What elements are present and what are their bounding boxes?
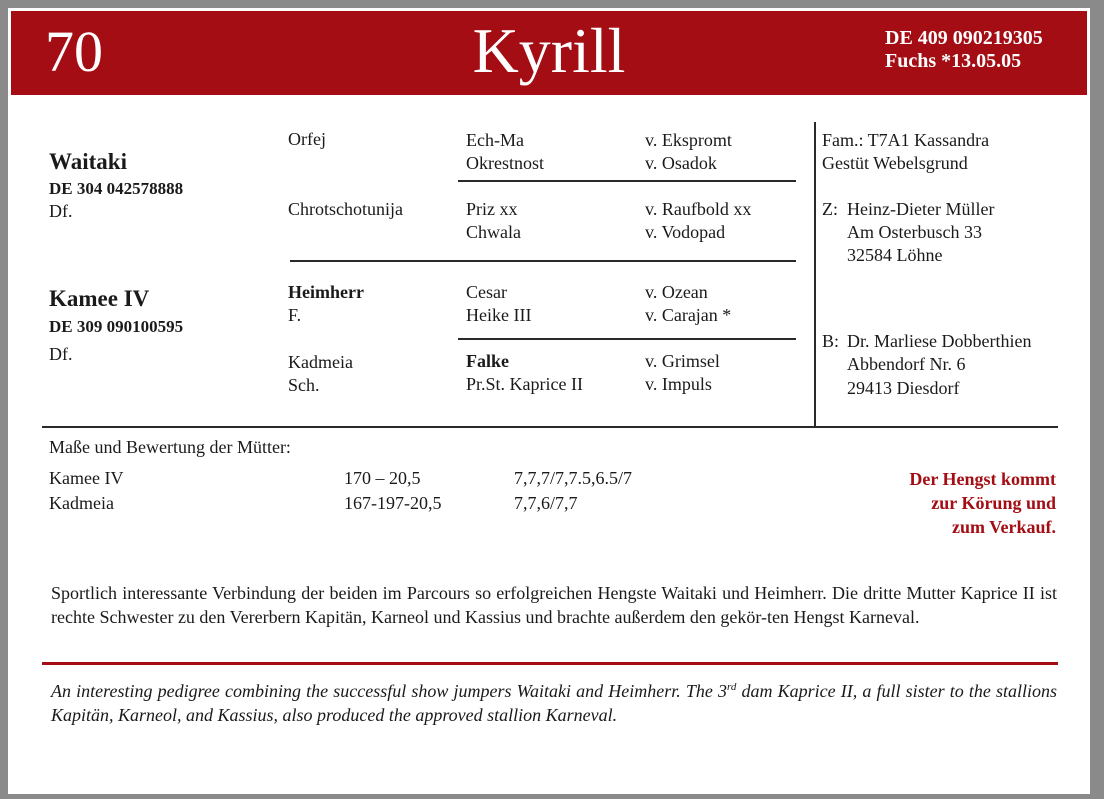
description-english <box>51 675 1057 727</box>
sale-notice-line: zur Körung und <box>931 493 1056 513</box>
description-german: Sportlich interessante Verbindung der beiden im Parcours so erfolgreichen Hengste Waitaki und Heimherr. Die dritte Mutter Kaprice II ist rechte Schwester zu den Vererbern Kapitän, Karneol und Kassius und brachte außerdem den gekör-ten Hengst Karneval. <box>51 583 1057 627</box>
breeder-name: Heinz-Dieter Müller <box>847 199 995 219</box>
ggp-name: Chwala <box>466 222 521 242</box>
dam-dam: Kadmeia <box>288 352 353 372</box>
ggp-sire-ref: v. Impuls <box>645 374 712 394</box>
color-birthdate: Fuchs *13.05.05 <box>885 50 1022 72</box>
ggp-name: Okrestnost <box>466 153 544 173</box>
dam-dam-color: Sch. <box>288 375 320 395</box>
ggp-sire-ref: v. Ekspromt <box>645 130 732 150</box>
ggp-name: Heike III <box>466 305 532 325</box>
measurement-size: 170 – 20,5 <box>344 468 421 488</box>
pedigree-divider <box>458 180 796 182</box>
registration-number: DE 409 090219305 <box>885 27 1043 49</box>
stud-name: Gestüt Webelsgrund <box>822 153 968 173</box>
family-line: Fam.: T7A1 Kassandra <box>822 130 990 150</box>
measurement-scores: 7,7,6/7,7 <box>514 493 578 513</box>
sire-name: Waitaki <box>49 149 127 174</box>
sire-color: Df. <box>49 201 73 221</box>
ggp-sire-ref: v. Osadok <box>645 153 717 173</box>
description-english-part: An interesting pedigree combining the successful show jumpers Waitaki and Heimherr. The 3 <box>51 681 727 701</box>
dam-name: Kamee IV <box>49 286 150 311</box>
ggp-sire-ref: v. Carajan * <box>645 305 732 325</box>
measurement-size: 167-197-20,5 <box>344 493 442 513</box>
measurement-scores: 7,7,7/7,7.5,6.5/7 <box>514 468 633 488</box>
ggp-sire-ref: v. Ozean <box>645 282 708 302</box>
pedigree-divider <box>290 260 796 262</box>
breeder-label: Z: <box>822 199 838 219</box>
sire-sire: Orfej <box>288 129 326 149</box>
owner-city: 29413 Diesdorf <box>847 378 960 398</box>
ggp-sire-ref: v. Grimsel <box>645 351 720 371</box>
red-divider <box>42 662 1058 665</box>
dam-color: Df. <box>49 344 73 364</box>
sire-registration: DE 304 042578888 <box>49 179 184 198</box>
ordinal-suffix: rd <box>726 681 737 693</box>
ggp-name: Pr.St. Kaprice II <box>466 374 583 394</box>
card-header <box>11 11 1087 95</box>
sale-notice <box>909 467 1056 539</box>
ggp-sire-ref: v. Raufbold xx <box>645 199 752 219</box>
stallion-card <box>8 8 1090 794</box>
breeder-city: 32584 Löhne <box>847 245 943 265</box>
column-divider <box>814 122 816 427</box>
owner-street: Abbendorf Nr. 6 <box>847 354 966 374</box>
ggp-name: Priz xx <box>466 199 518 219</box>
dam-sire-color: F. <box>288 305 302 325</box>
owner-name: Dr. Marliese Dobberthien <box>847 331 1032 351</box>
breeder-street: Am Osterbusch 33 <box>847 222 982 242</box>
pedigree-divider <box>458 338 796 340</box>
horse-registration <box>885 27 1043 73</box>
measurements-title: Maße und Bewertung der Mütter: <box>49 437 291 457</box>
horse-name: Kyrill <box>472 15 626 86</box>
description-english-part: dam Kaprice II, a full sister to the stallions Kapitän, Karneol, and Kassius, also produced the approved stallion Karneval. <box>51 681 1057 725</box>
ggp-name: Falke <box>466 351 509 371</box>
measurement-mare: Kadmeia <box>49 493 114 513</box>
dam-sire: Heimherr <box>288 282 364 302</box>
ggp-name: Ech-Ma <box>466 130 524 150</box>
section-divider <box>42 426 1058 428</box>
sale-notice-line: zum Verkauf. <box>951 517 1056 537</box>
dam-registration: DE 309 090100595 <box>49 317 184 336</box>
measurement-mare: Kamee IV <box>49 468 124 488</box>
sale-notice-line: Der Hengst kommt <box>909 469 1056 489</box>
sire-dam: Chrotschotunija <box>288 199 403 219</box>
ggp-name: Cesar <box>466 282 507 302</box>
owner-label: B: <box>822 331 840 351</box>
ggp-sire-ref: v. Vodopad <box>645 222 726 242</box>
lot-number: 70 <box>45 19 103 84</box>
